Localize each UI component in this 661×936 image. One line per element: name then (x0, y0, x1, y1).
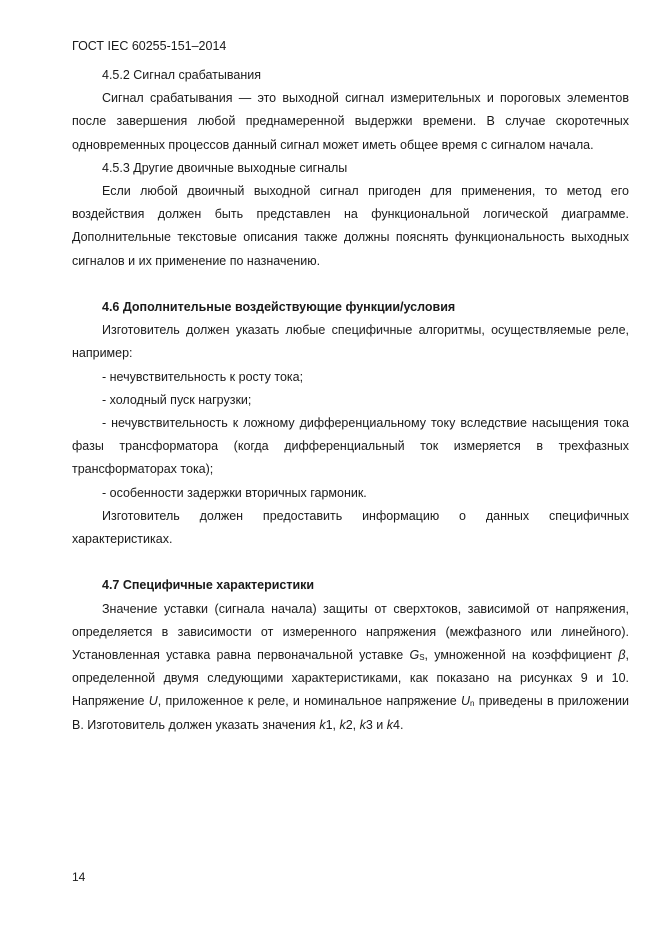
text-run: , определенной двумя следующими характеристиками, как показано на рисунках 9 и 10. Напряжение (72, 648, 630, 709)
index-3: 3 (365, 717, 373, 732)
index-1: 1 (325, 717, 333, 732)
text-run: , умноженной на коэффициент (424, 648, 619, 663)
text-run: , приложенное к реле, и номинальное напряжение (157, 694, 461, 709)
symbol-k4: k (386, 717, 394, 732)
text-run: Значение уставки (сигнала начала) защиты от сверхтоков, зависимой от напряжения, определяется в зависимости от измеренного напряжения (межфазного или линейного). Установленная уставка равна первоначальной уставке (72, 601, 629, 663)
symbol-beta: β (618, 648, 626, 663)
subscript-n: n (469, 699, 475, 709)
paragraph: Изготовитель должен предоставить информацию о данных специфичных характеристиках. (72, 508, 629, 547)
page-content (72, 64, 629, 737)
text-run: приведены в приложении В. Изготовитель должен указать значения (72, 694, 629, 732)
spacer (72, 551, 629, 574)
section-heading-4-6: 4.6 Дополнительные воздействующие функции/условия (102, 300, 456, 315)
paragraph-4-7 (72, 598, 629, 737)
text-run: . (399, 717, 404, 732)
list-item: - нечувствительность к росту тока; (102, 369, 304, 384)
page-header: ГОСТ IEC 60255-151–2014 (72, 39, 227, 53)
index-2: 2 (345, 717, 353, 732)
index-4: 4 (393, 717, 400, 732)
paragraph: Изготовитель должен указать любые специфичные алгоритмы, осуществляемые реле, например: (72, 323, 629, 361)
symbol-u: U (148, 694, 158, 709)
symbol-un: U (460, 694, 470, 709)
symbol-g: G (409, 648, 420, 663)
symbol-k1: k (319, 717, 326, 732)
paragraph: Сигнал срабатывания — это выходной сигнал измерительных и пороговых элементов после завершения любой преднамеренной выдержки времени. В случае скоротечных одновременных процессов данный сигнал может иметь общее время с сигналом начала. (72, 91, 629, 152)
page-number: 14 (72, 870, 86, 884)
section-heading-4-7: 4.7 Специфичные характеристики (102, 578, 315, 593)
list-item: - особенности задержки вторичных гармоник. (102, 485, 367, 500)
list-item: - холодный пуск нагрузки; (102, 392, 252, 407)
separator: , (352, 717, 360, 732)
separator: , (332, 717, 340, 732)
subscript-s: S (419, 653, 425, 663)
section-heading-4-5-2: 4.5.2 Сигнал срабатывания (102, 68, 261, 82)
list-item: - нечувствительность к ложному дифференциальному току вследствие насыщения тока фазы трансформатора (когда дифференциальный ток измеряется в трехфазных трансформаторах тока); (72, 416, 629, 477)
spacer (72, 273, 629, 296)
symbol-k3: k (359, 717, 366, 732)
conjunction: и (372, 717, 387, 732)
paragraph: Если любой двоичный выходной сигнал пригоден для применения, то метод его воздействия должен быть представлен на функциональной логической диаграмме. Дополнительные текстовые описания также должны пояснять функциональность выходных сигналов и их применение по назначению. (72, 184, 629, 268)
symbol-k2: k (339, 717, 346, 732)
section-heading-4-5-3: 4.5.3 Другие двоичные выходные сигналы (102, 160, 348, 175)
